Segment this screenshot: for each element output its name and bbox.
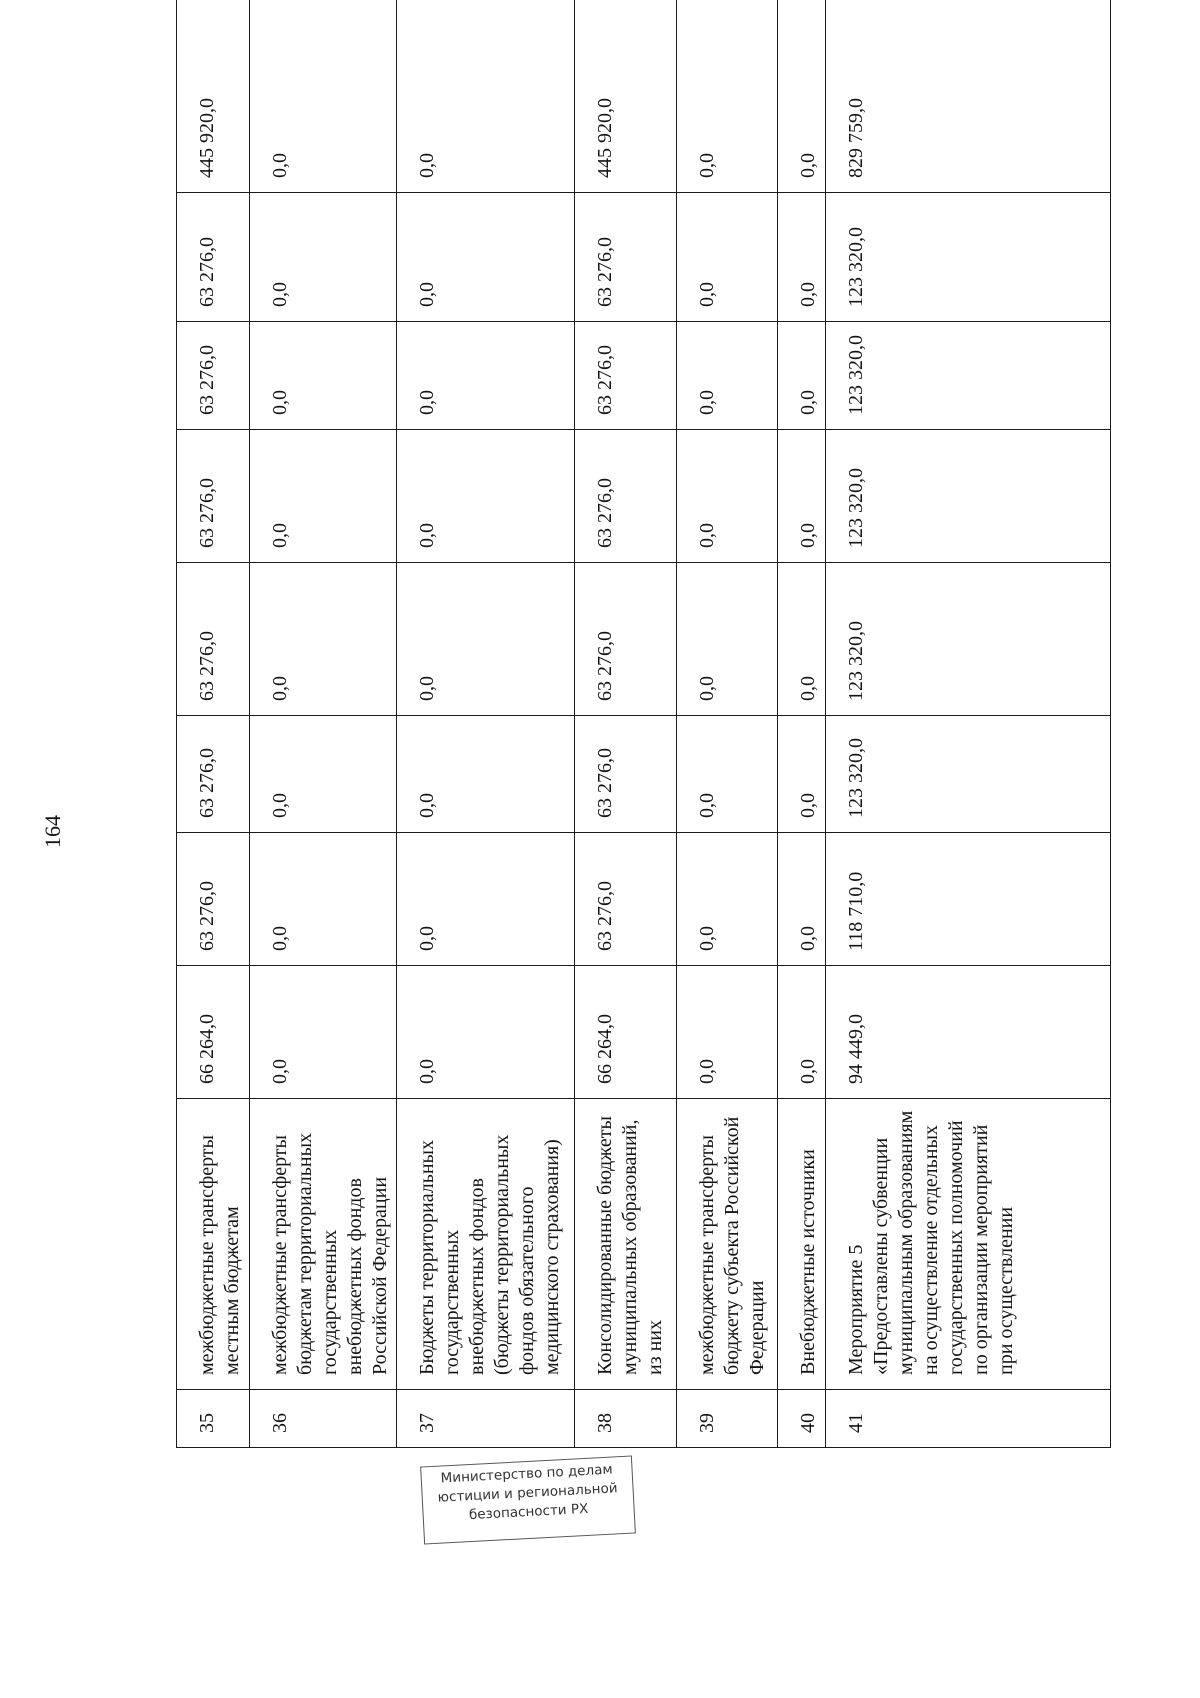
value-cell: 445 920,0 [575, 0, 677, 193]
value-cell: 0,0 [250, 0, 397, 193]
value-cell: 0,0 [397, 716, 575, 833]
budget-table [176, 0, 1111, 1448]
value-cell: 0,0 [778, 430, 826, 563]
value-cell: 0,0 [677, 563, 778, 716]
value-cell: 0,0 [778, 193, 826, 322]
row-name: Мероприятие 5 «Предоставлены субвенции муниципальным образованиям на осуществление отдельных государственных полномочий по организации мероприятий при осуществлении [826, 1099, 1111, 1390]
row-number: 38 [575, 1390, 677, 1448]
value-cell: 0,0 [778, 322, 826, 430]
row-name: межбюджетные трансферты бюджетам территориальных государственных внебюджетных фондов Российской Федерации [250, 1099, 397, 1390]
value-cell: 118 710,0 [826, 833, 1111, 966]
value-cell: 0,0 [397, 322, 575, 430]
value-cell: 0,0 [397, 430, 575, 563]
value-cell: 0,0 [250, 193, 397, 322]
value-cell: 123 320,0 [826, 193, 1111, 322]
row-number: 41 [826, 1390, 1111, 1448]
page-number: 164 [40, 815, 65, 848]
value-cell: 0,0 [677, 322, 778, 430]
value-cell: 63 276,0 [177, 563, 250, 716]
value-cell: 0,0 [677, 193, 778, 322]
value-cell: 0,0 [397, 0, 575, 193]
row-name: межбюджетные трансферты бюджету субъекта Российской Федерации [677, 1099, 778, 1390]
row-number: 39 [677, 1390, 778, 1448]
value-cell: 0,0 [250, 966, 397, 1099]
value-cell: 0,0 [778, 716, 826, 833]
value-cell: 0,0 [397, 193, 575, 322]
value-cell: 63 276,0 [575, 430, 677, 563]
value-cell: 123 320,0 [826, 322, 1111, 430]
row-name: Бюджеты территориальных государственных внебюджетных фондов (бюджеты территориальных фондов обязательного медицинского страхования) [397, 1099, 575, 1390]
value-cell: 63 276,0 [575, 563, 677, 716]
stamp-line: юстиции и региональной [437, 1480, 618, 1506]
row-number: 40 [778, 1390, 826, 1448]
value-cell: 63 276,0 [575, 716, 677, 833]
value-cell: 63 276,0 [177, 193, 250, 322]
row-number: 36 [250, 1390, 397, 1448]
value-cell: 0,0 [778, 833, 826, 966]
value-cell: 0,0 [250, 430, 397, 563]
value-cell: 0,0 [397, 966, 575, 1099]
value-cell: 0,0 [397, 833, 575, 966]
table-row [826, 0, 1111, 1448]
value-cell: 0,0 [677, 0, 778, 193]
value-cell: 0,0 [250, 716, 397, 833]
table-row [677, 0, 778, 1448]
value-cell: 0,0 [778, 966, 826, 1099]
rotated-table-frame [176, 63, 1110, 1448]
value-cell: 63 276,0 [575, 833, 677, 966]
value-cell: 445 920,0 [177, 0, 250, 193]
value-cell: 123 320,0 [826, 716, 1111, 833]
value-cell: 66 264,0 [575, 966, 677, 1099]
stamp-line: Министерство по делам [440, 1461, 613, 1487]
value-cell: 0,0 [677, 716, 778, 833]
value-cell: 0,0 [677, 430, 778, 563]
value-cell: 63 276,0 [575, 193, 677, 322]
value-cell: 0,0 [677, 833, 778, 966]
table-row [397, 0, 575, 1448]
table-row [250, 0, 397, 1448]
value-cell: 94 449,0 [826, 966, 1111, 1099]
table-row [778, 0, 826, 1448]
value-cell: 66 264,0 [177, 966, 250, 1099]
ministry-stamp [420, 1456, 636, 1545]
row-name: межбюджетные трансферты местным бюджетам [177, 1099, 250, 1390]
value-cell: 0,0 [397, 563, 575, 716]
table-row [177, 0, 250, 1448]
value-cell: 829 759,0 [826, 0, 1111, 193]
value-cell: 63 276,0 [177, 322, 250, 430]
stamp-line: безопасности РХ [468, 1500, 589, 1524]
row-number: 37 [397, 1390, 575, 1448]
value-cell: 63 276,0 [177, 430, 250, 563]
row-name: Внебюджетные источники [778, 1099, 826, 1390]
value-cell: 63 276,0 [177, 833, 250, 966]
row-name: Консолидированные бюджеты муниципальных образований, из них [575, 1099, 677, 1390]
value-cell: 0,0 [250, 322, 397, 430]
value-cell: 123 320,0 [826, 563, 1111, 716]
table-row [575, 0, 677, 1448]
value-cell: 63 276,0 [575, 322, 677, 430]
row-number: 35 [177, 1390, 250, 1448]
value-cell: 0,0 [250, 563, 397, 716]
value-cell: 0,0 [677, 966, 778, 1099]
value-cell: 0,0 [778, 563, 826, 716]
value-cell: 123 320,0 [826, 430, 1111, 563]
value-cell: 63 276,0 [177, 716, 250, 833]
value-cell: 0,0 [250, 833, 397, 966]
value-cell: 0,0 [778, 0, 826, 193]
